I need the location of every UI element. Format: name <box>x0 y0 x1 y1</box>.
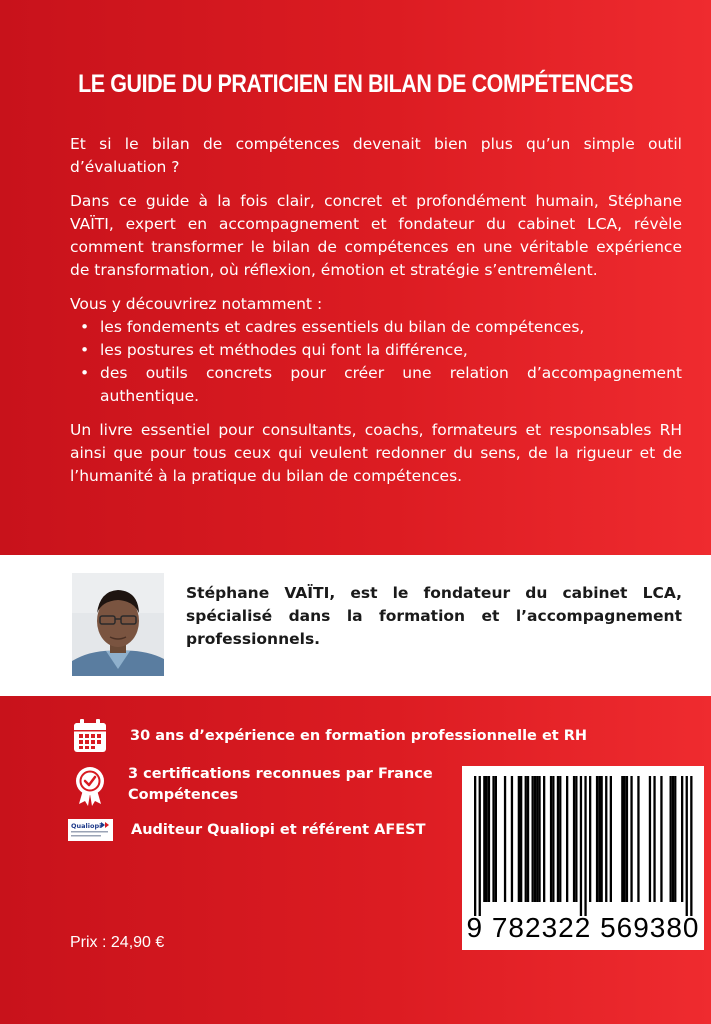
barcode-bar <box>674 776 676 902</box>
list-intro: Vous y découvrirez notamment : <box>70 295 323 313</box>
barcode-bar <box>630 776 632 902</box>
author-photo <box>72 573 164 676</box>
barcode-bar <box>589 776 591 902</box>
barcode-bar <box>605 776 607 902</box>
barcode-bar <box>637 776 639 902</box>
certification-badge-icon <box>74 766 106 806</box>
barcode-bar <box>584 776 586 916</box>
topics-list <box>70 316 682 408</box>
back-cover-text <box>70 133 682 499</box>
barcode-bar <box>495 776 497 902</box>
barcode-bar <box>557 776 559 902</box>
barcode-bar <box>672 776 674 902</box>
barcode-bar <box>483 776 485 902</box>
list-item: • les fondements et cadres essentiels du bilan de compétences, <box>100 316 682 339</box>
calendar-icon <box>72 718 108 754</box>
barcode-bar <box>518 776 520 902</box>
barcode-bar <box>552 776 554 902</box>
barcode-bar <box>534 776 536 902</box>
price: Prix : 24,90 € <box>70 934 165 951</box>
isbn-barcode <box>462 766 704 950</box>
barcode-bar <box>598 776 600 902</box>
book-title: LE GUIDE DU PRATICIEN EN BILAN DE COMPÉTENCES <box>78 70 633 98</box>
feature-qualiopi: Auditeur Qualiopi et référent AFEST <box>131 822 426 838</box>
barcode-bar <box>573 776 575 902</box>
barcode-bar <box>610 776 612 902</box>
feature-certifications: 3 certifications reconnues par France Compétences <box>128 766 433 803</box>
description-paragraph: Dans ce guide à la fois clair, concret et profondément humain, Stéphane VAÏTI, expert en accompagnement et fondateur du cabinet LCA, révèle comment transformer le bilan de compétences en une véritable expérience de transformation, où réflexion, émotion et stratégie s’entremêlent. <box>70 192 682 279</box>
barcode-bar <box>543 776 545 902</box>
author-bio: Stéphane VAÏTI, est le fondateur du cabinet LCA, spécialisé dans la formation et l’accompagnement professionnels. <box>186 584 682 648</box>
barcode-bar <box>520 776 522 902</box>
closing-paragraph: Un livre essentiel pour consultants, coachs, formateurs et responsables RH ainsi que pour tous ceux qui veulent redonner du sens, de la rigueur et de l’humanité à la pratique du bilan de compétences. <box>70 421 682 485</box>
barcode-bar <box>532 776 534 902</box>
barcode-bar <box>492 776 494 902</box>
barcode-bar <box>575 776 577 902</box>
barcode-bar <box>686 776 688 916</box>
isbn-number: 9 782322 569380 <box>466 912 700 943</box>
feature-experience: 30 ans d’expérience en formation professionnelle et RH <box>130 728 588 744</box>
barcode-bar <box>479 776 481 916</box>
list-item: • les postures et méthodes qui font la différence, <box>100 339 682 362</box>
barcode-bar <box>580 776 582 916</box>
barcode-bar <box>536 776 538 902</box>
list-item: • des outils concrets pour créer une relation d’accompagnement authentique. <box>100 362 682 408</box>
barcode-bar <box>486 776 488 902</box>
barcode-bar <box>504 776 506 902</box>
intro-question: Et si le bilan de compétences devenait bien plus qu’un simple outil d’évaluation ? <box>70 135 682 176</box>
barcode-bar <box>621 776 623 902</box>
barcode-bar <box>559 776 561 902</box>
qualiopi-logo <box>68 819 113 841</box>
barcode-bar <box>527 776 529 902</box>
barcode-bar <box>601 776 603 902</box>
barcode-bar <box>653 776 655 902</box>
barcode-bar <box>538 776 540 902</box>
barcode-bar <box>690 776 692 916</box>
barcode-bar <box>626 776 628 902</box>
barcode-bar <box>474 776 476 916</box>
barcode-bar <box>670 776 672 902</box>
barcode-bar <box>550 776 552 902</box>
barcode-bar <box>624 776 626 902</box>
barcode-bar <box>511 776 513 902</box>
barcode-bar <box>649 776 651 902</box>
barcode-bar <box>566 776 568 902</box>
barcode-bar <box>596 776 598 902</box>
barcode-bar <box>488 776 490 902</box>
barcode-bars <box>462 766 704 916</box>
svg-text:Qualiopi: Qualiopi <box>71 822 102 830</box>
barcode-bar <box>525 776 527 902</box>
barcode-bar <box>681 776 683 902</box>
barcode-bar <box>660 776 662 902</box>
